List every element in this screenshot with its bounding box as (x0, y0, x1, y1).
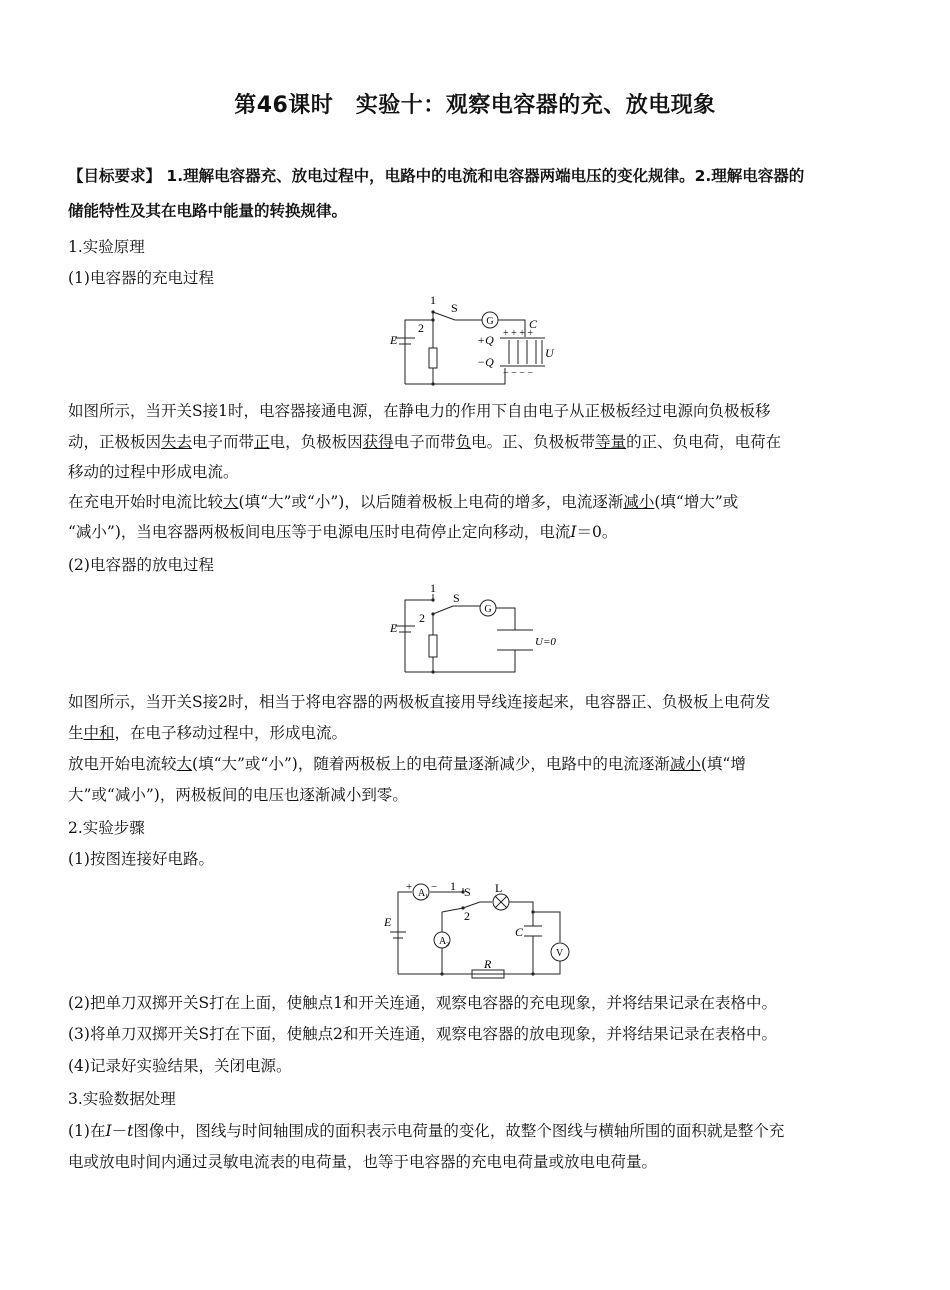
fig1-minus-signs: − − − − (503, 368, 534, 379)
section-3-heading: 3.实验数据处理 (68, 1090, 176, 1108)
fig3-label-2: 2 (464, 909, 470, 923)
goal-line-2: 储能特性及其在电路中能量的转换规律。 (68, 202, 348, 220)
charge-para-2-line-2: “减小”)，当电容器两极板间电压等于电源电压时电荷停止定向移动，电流I＝0。 (68, 523, 618, 541)
discharging-circuit-diagram (385, 580, 570, 678)
fig1-label-e: E (390, 333, 398, 347)
fig3-label-s: S (464, 885, 471, 899)
fig3-label-a1: A (418, 888, 426, 899)
fig3-label-l: L (495, 881, 503, 895)
discharge-heading: (2)电容器的放电过程 (68, 556, 214, 574)
fig3-label-r: R (484, 957, 492, 971)
step-3: (3)将单刀双掷开关S打在下面，使触点2和开关连通，观察电容器的放电现象，并将结果记录在表格中。 (68, 1025, 777, 1043)
charge-para-2-line-1: 在充电开始时电流比较大(填“大”或“小”)，以后随着极板上电荷的增多，电流逐渐减小(填“增大”或 (68, 493, 739, 511)
fig3-label-a2: A (439, 936, 447, 947)
fig2-label-e: E (390, 621, 398, 635)
discharge-para-2-line-2: 大”或“减小”)，两极板间的电压也逐渐减小到零。 (68, 786, 408, 804)
fig1-label-c: C (529, 317, 538, 331)
fig1-label-minus-q: −Q (477, 355, 494, 369)
charging-circuit-diagram (385, 292, 570, 390)
fig2-label-1: 1 (430, 581, 436, 595)
page-title: 第46课时 实验十：观察电容器的充、放电现象 (234, 93, 716, 118)
discharge-para-1-line-2: 生中和，在电子移动过程中，形成电流。 (68, 724, 348, 742)
charge-para-1-line-2: 动，正极板因失去电子而带正电，负极板因获得电子而带负电。正、负极板带等量的正、负电荷，电荷在 (68, 433, 782, 451)
fig2-label-2: 2 (419, 611, 425, 625)
data-para-line-1: (1)在I－t图像中，图线与时间轴围成的面积表示电荷量的变化，故整个图线与横轴所围的面积就是整个充 (68, 1122, 785, 1140)
fig3-sub-1: 1 (425, 894, 428, 900)
fig3-label-c: C (515, 925, 524, 939)
fig3-label-e: E (384, 915, 392, 929)
fig1-label-u: U (545, 346, 554, 360)
discharge-para-2-line-1: 放电开始电流较大(填“大”或“小”)，随着两极板上的电荷量逐渐减少，电路中的电流逐渐减小(填“增 (68, 755, 746, 773)
step-2: (2)把单刀双掷开关S打在上面，使触点1和开关连通，观察电容器的充电现象，并将结果记录在表格中。 (68, 994, 777, 1012)
fig2-label-u0: U=0 (535, 636, 556, 648)
fig3-label-minus: − (431, 881, 438, 893)
section-2-heading: 2.实验步骤 (68, 819, 145, 837)
charge-para-1-line-3: 移动的过程中形成电流。 (68, 463, 239, 481)
fig1-label-g: G (486, 316, 494, 327)
fig1-label-1: 1 (430, 293, 436, 307)
experiment-circuit-diagram (380, 878, 580, 980)
fig1-label-2: 2 (418, 321, 424, 335)
fig3-label-plus: + (406, 881, 413, 893)
fig3-label-v: V (556, 948, 564, 959)
goal-label: 【目标要求】 (68, 167, 162, 185)
goal-line-1 (68, 166, 883, 186)
fig2-label-g: G (484, 604, 492, 615)
section-1-heading: 1.实验原理 (68, 238, 145, 256)
discharge-para-1-line-1: 如图所示，当开关S接2时，相当于将电容器的两极板直接用导线连接起来，电容器正、负极板上电荷发 (68, 693, 771, 711)
charge-para-1-line-1: 如图所示，当开关S接1时，电容器接通电源，在静电力的作用下自由电子从正极板经过电源向负极板移 (68, 402, 771, 420)
fig2-label-s: S (453, 591, 460, 605)
data-para-line-2: 电或放电时间内通过灵敏电流表的电荷量，也等于电容器的充电电荷量或放电电荷量。 (68, 1153, 658, 1171)
goal-text-1: 1.理解电容器充、放电过程中，电路中的电流和电容器两端电压的变化规律。2.理解电容器的 (161, 167, 805, 185)
fig1-plus-signs: + + + + (503, 328, 534, 339)
fig1-label-s: S (451, 301, 458, 315)
step-1: (1)按图连接好电路。 (68, 850, 214, 868)
fig3-label-1: 1 (450, 879, 456, 893)
fig1-label-plus-q: +Q (477, 333, 494, 347)
fig3-sub-2: 2 (446, 942, 449, 948)
charge-heading: (1)电容器的充电过程 (68, 269, 214, 287)
step-4: (4)记录好实验结果，关闭电源。 (68, 1057, 292, 1075)
